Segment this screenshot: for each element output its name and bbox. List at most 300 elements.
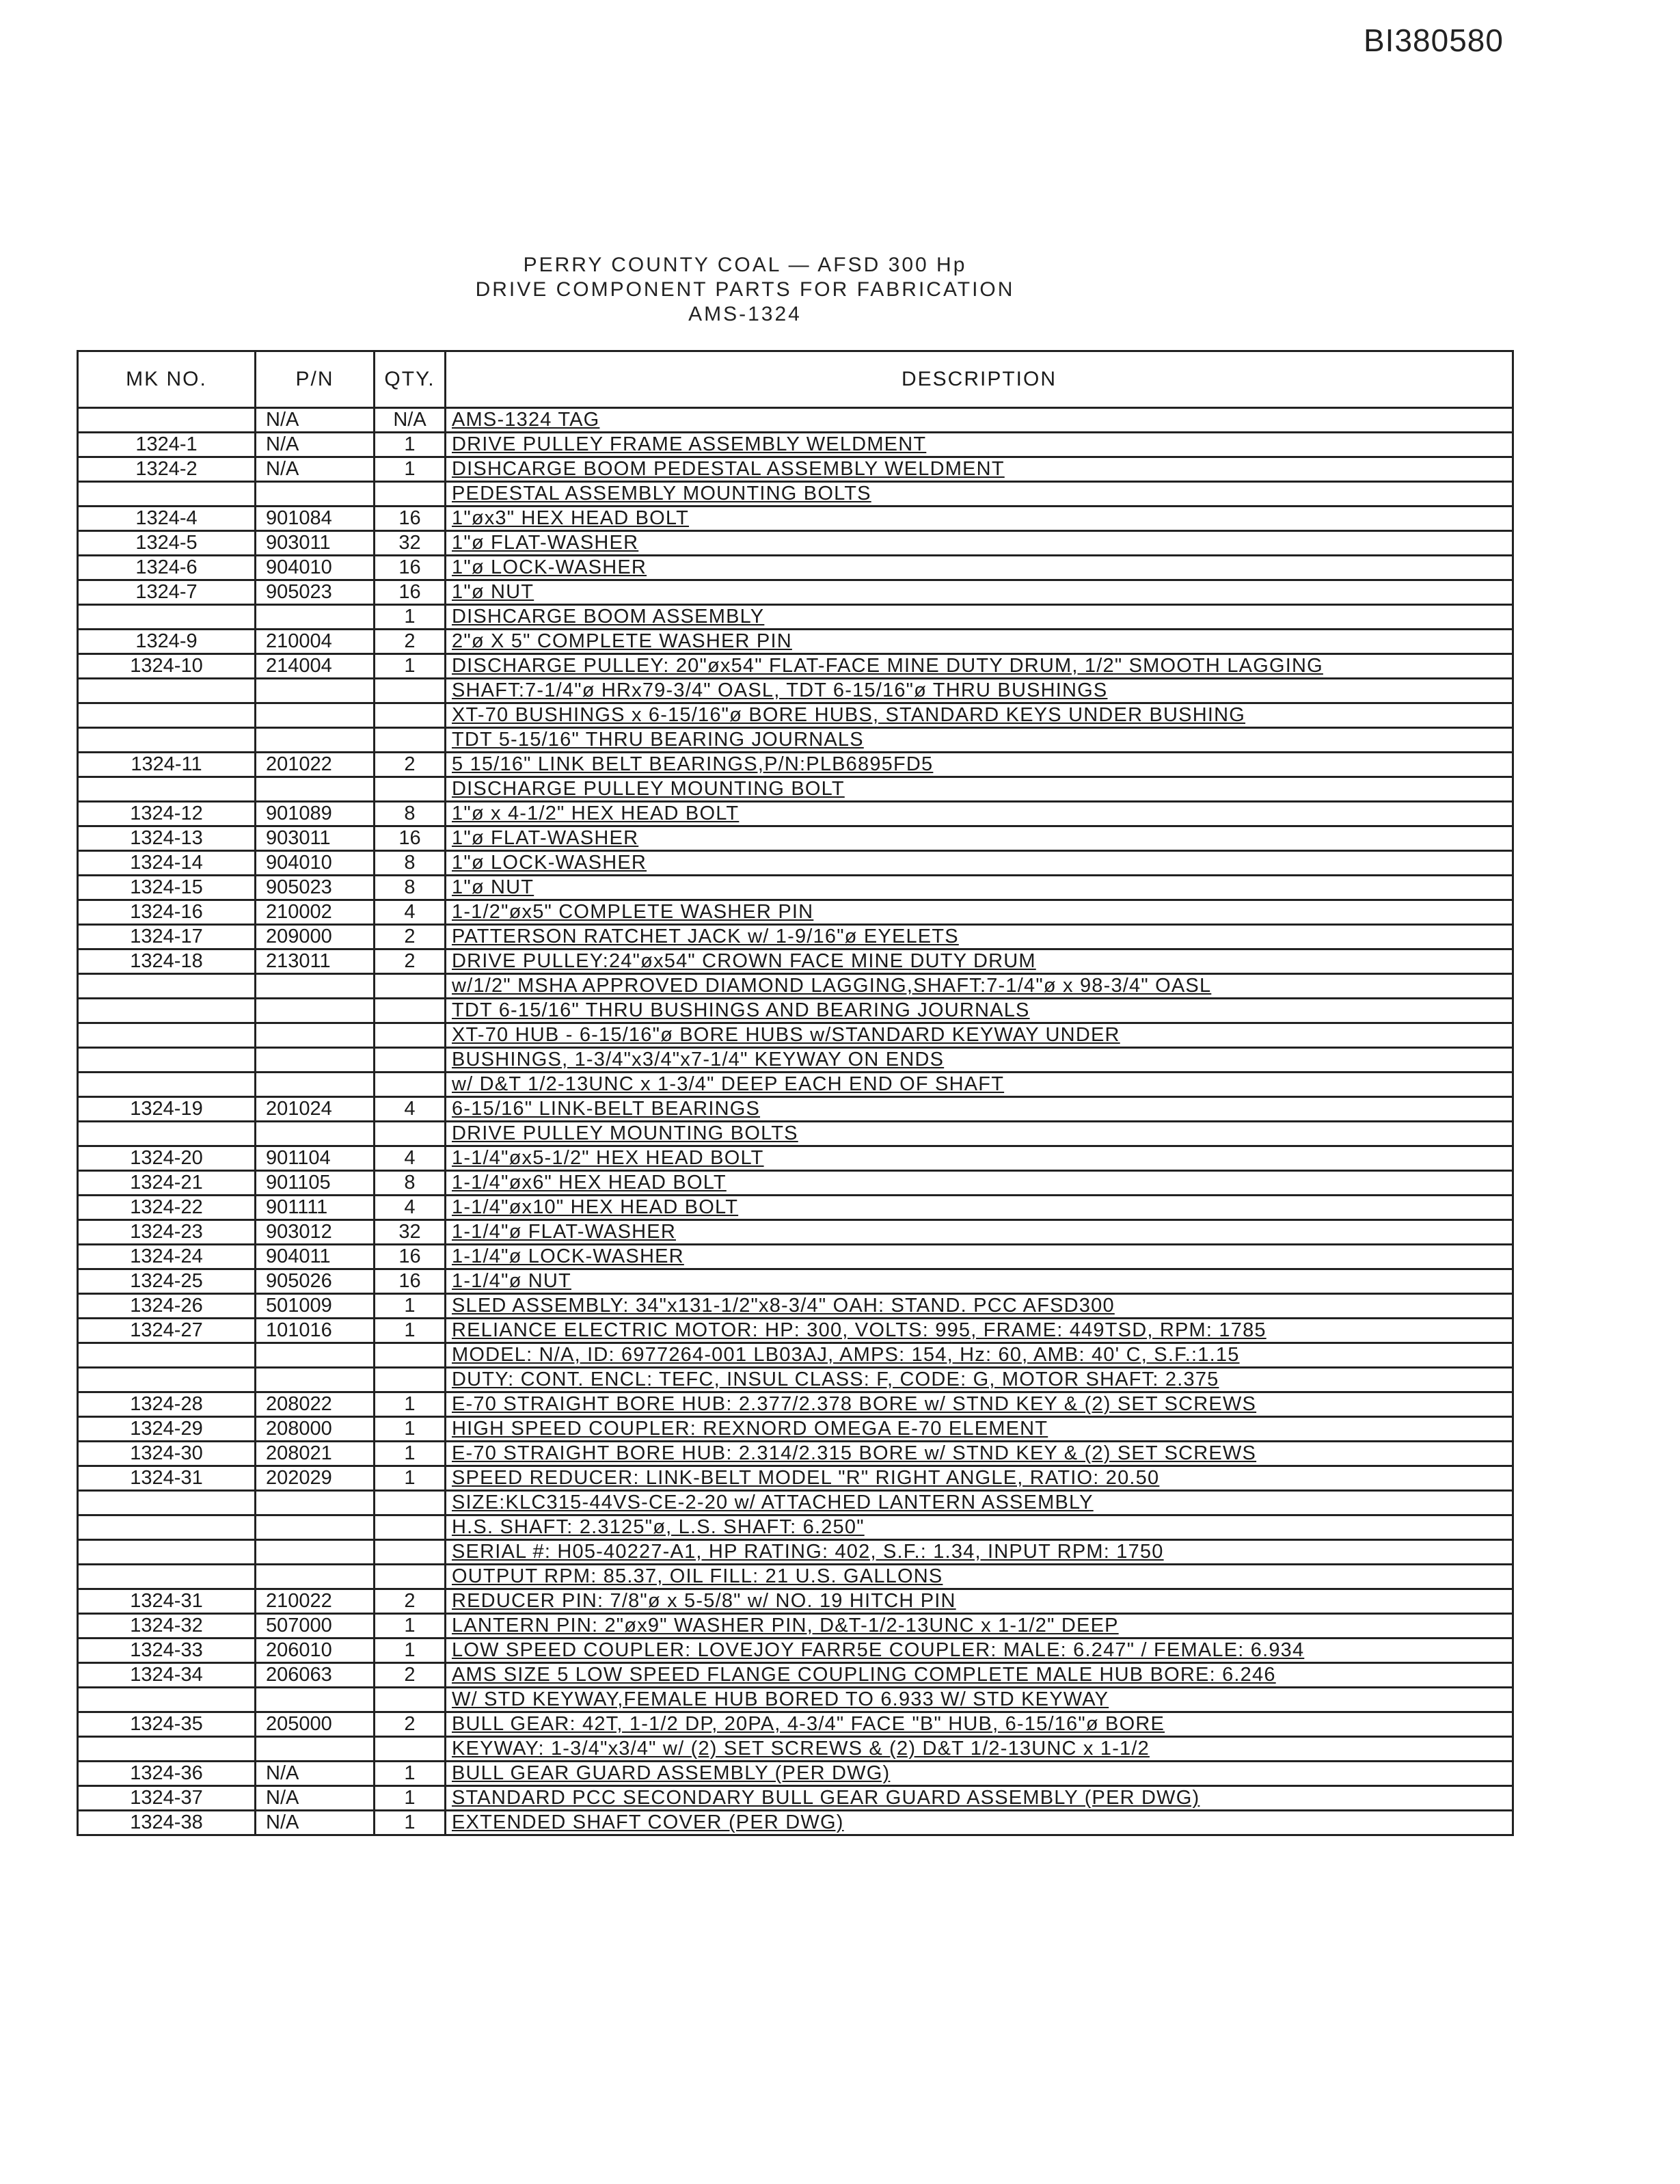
part-number-cell: 904011: [256, 1245, 375, 1269]
part-number-cell: 208000: [256, 1417, 375, 1442]
table-row: [78, 556, 1513, 580]
quantity-cell: 4: [375, 1196, 446, 1220]
table-row: [78, 925, 1513, 949]
mk-number-cell: [78, 1565, 256, 1589]
table-row: [78, 507, 1513, 531]
quantity-cell: 1: [375, 1466, 446, 1491]
quantity-cell: [375, 1540, 446, 1565]
quantity-cell: 16: [375, 556, 446, 580]
quantity-cell: 1: [375, 1811, 446, 1835]
table-row: [78, 753, 1513, 777]
mk-number-cell: 1324-9: [78, 630, 256, 654]
quantity-cell: 8: [375, 802, 446, 826]
table-row: [78, 1294, 1513, 1319]
part-number-cell: 903012: [256, 1220, 375, 1245]
part-number-cell: [256, 1023, 375, 1048]
table-row: [78, 1368, 1513, 1392]
quantity-cell: [375, 703, 446, 728]
mk-number-cell: 1324-15: [78, 876, 256, 900]
parts-table: [77, 350, 1514, 1836]
table-row: [78, 1319, 1513, 1343]
part-number-cell: 201022: [256, 753, 375, 777]
mk-number-cell: 1324-31: [78, 1466, 256, 1491]
part-number-cell: [256, 605, 375, 630]
mk-number-cell: [78, 1343, 256, 1368]
quantity-cell: 1: [375, 1442, 446, 1466]
part-number-cell: 210002: [256, 900, 375, 925]
table-row: [78, 1392, 1513, 1417]
mk-number-cell: [78, 1540, 256, 1565]
quantity-cell: 1: [375, 457, 446, 482]
mk-number-cell: [78, 703, 256, 728]
description-cell: 1"ø LOCK-WASHER: [446, 556, 1513, 580]
quantity-cell: 4: [375, 900, 446, 925]
description-cell: 1"ø NUT: [446, 580, 1513, 605]
quantity-cell: [375, 1737, 446, 1762]
part-number-cell: 208021: [256, 1442, 375, 1466]
part-number-cell: 903011: [256, 531, 375, 556]
mk-number-cell: 1324-4: [78, 507, 256, 531]
table-row: [78, 1639, 1513, 1663]
mk-number-cell: 1324-26: [78, 1294, 256, 1319]
quantity-cell: [375, 1368, 446, 1392]
part-number-cell: [256, 1491, 375, 1515]
quantity-cell: 16: [375, 826, 446, 851]
mk-number-cell: 1324-20: [78, 1146, 256, 1171]
quantity-cell: [375, 1073, 446, 1097]
description-cell: TDT 6-15/16" THRU BUSHINGS AND BEARING JOURNALS: [446, 999, 1513, 1023]
description-cell: 1"øx3" HEX HEAD BOLT: [446, 507, 1513, 531]
description-cell: 5 15/16" LINK BELT BEARINGS,P/N:PLB6895FD5: [446, 753, 1513, 777]
mk-number-cell: 1324-5: [78, 531, 256, 556]
description-cell: 1"ø LOCK-WASHER: [446, 851, 1513, 876]
quantity-cell: 2: [375, 1663, 446, 1688]
table-row: [78, 1073, 1513, 1097]
part-number-cell: [256, 974, 375, 999]
part-number-cell: 904010: [256, 851, 375, 876]
table-row: [78, 1491, 1513, 1515]
quantity-cell: 2: [375, 630, 446, 654]
description-cell: 1-1/2"øx5" COMPLETE WASHER PIN: [446, 900, 1513, 925]
table-row: [78, 1515, 1513, 1540]
table-row: [78, 1762, 1513, 1786]
description-cell: E-70 STRAIGHT BORE HUB: 2.314/2.315 BORE w/ STND KEY & (2) SET SCREWS: [446, 1442, 1513, 1466]
header-description: DESCRIPTION: [446, 351, 1513, 408]
table-row: [78, 1269, 1513, 1294]
description-cell: AMS-1324 TAG: [446, 408, 1513, 433]
title-line-1: PERRY COUNTY COAL — AFSD 300 Hp: [523, 254, 967, 276]
description-cell: DRIVE PULLEY FRAME ASSEMBLY WELDMENT: [446, 433, 1513, 457]
quantity-cell: N/A: [375, 408, 446, 433]
description-cell: w/ D&T 1/2-13UNC x 1-3/4" DEEP EACH END OF SHAFT: [446, 1073, 1513, 1097]
table-row: [78, 1811, 1513, 1835]
mk-number-cell: [78, 999, 256, 1023]
quantity-cell: 1: [375, 433, 446, 457]
parts-table-body: [78, 408, 1513, 1835]
quantity-cell: [375, 1023, 446, 1048]
table-row: [78, 802, 1513, 826]
quantity-cell: 8: [375, 851, 446, 876]
description-cell: 1"ø FLAT-WASHER: [446, 531, 1513, 556]
part-number-cell: N/A: [256, 1762, 375, 1786]
quantity-cell: [375, 974, 446, 999]
description-cell: H.S. SHAFT: 2.3125"ø, L.S. SHAFT: 6.250": [446, 1515, 1513, 1540]
description-cell: DISCHARGE PULLEY: 20"øx54" FLAT-FACE MINE DUTY DRUM, 1/2" SMOOTH LAGGING: [446, 654, 1513, 679]
quantity-cell: 1: [375, 605, 446, 630]
quantity-cell: 16: [375, 580, 446, 605]
description-cell: XT-70 BUSHINGS x 6-15/16"ø BORE HUBS, STANDARD KEYS UNDER BUSHING: [446, 703, 1513, 728]
mk-number-cell: [78, 605, 256, 630]
quantity-cell: [375, 1122, 446, 1146]
quantity-cell: 16: [375, 1245, 446, 1269]
part-number-cell: [256, 1343, 375, 1368]
table-row: [78, 605, 1513, 630]
table-row: [78, 679, 1513, 703]
quantity-cell: [375, 777, 446, 802]
mk-number-cell: 1324-7: [78, 580, 256, 605]
part-number-cell: 213011: [256, 949, 375, 974]
part-number-cell: [256, 999, 375, 1023]
description-cell: 6-15/16" LINK-BELT BEARINGS: [446, 1097, 1513, 1122]
mk-number-cell: 1324-13: [78, 826, 256, 851]
description-cell: AMS SIZE 5 LOW SPEED FLANGE COUPLING COMPLETE MALE HUB BORE: 6.246: [446, 1663, 1513, 1688]
table-row: [78, 851, 1513, 876]
table-row: [78, 1663, 1513, 1688]
table-row: [78, 876, 1513, 900]
description-cell: SERIAL #: H05-40227-A1, HP RATING: 402, S.F.: 1.34, INPUT RPM: 1750: [446, 1540, 1513, 1565]
mk-number-cell: [78, 974, 256, 999]
description-cell: E-70 STRAIGHT BORE HUB: 2.377/2.378 BORE w/ STND KEY & (2) SET SCREWS: [446, 1392, 1513, 1417]
mk-number-cell: 1324-35: [78, 1712, 256, 1737]
description-cell: KEYWAY: 1-3/4"x3/4" w/ (2) SET SCREWS & (2) D&T 1/2-13UNC x 1-1/2: [446, 1737, 1513, 1762]
table-row: [78, 433, 1513, 457]
part-number-cell: 901105: [256, 1171, 375, 1196]
table-row: [78, 1343, 1513, 1368]
part-number-cell: N/A: [256, 1811, 375, 1835]
part-number-cell: 501009: [256, 1294, 375, 1319]
description-cell: 1-1/4"ø NUT: [446, 1269, 1513, 1294]
part-number-cell: [256, 777, 375, 802]
mk-number-cell: 1324-24: [78, 1245, 256, 1269]
quantity-cell: 16: [375, 507, 446, 531]
part-number-cell: 208022: [256, 1392, 375, 1417]
quantity-cell: [375, 1491, 446, 1515]
table-row: [78, 580, 1513, 605]
description-cell: BULL GEAR GUARD ASSEMBLY (PER DWG): [446, 1762, 1513, 1786]
table-row: [78, 777, 1513, 802]
description-cell: BULL GEAR: 42T, 1-1/2 DP, 20PA, 4-3/4" FACE "B" HUB, 6-15/16"ø BORE: [446, 1712, 1513, 1737]
quantity-cell: [375, 999, 446, 1023]
part-number-cell: [256, 679, 375, 703]
part-number-cell: 201024: [256, 1097, 375, 1122]
table-row: [78, 949, 1513, 974]
part-number-cell: 210004: [256, 630, 375, 654]
part-number-cell: N/A: [256, 1786, 375, 1811]
table-row: [78, 1245, 1513, 1269]
table-row: [78, 900, 1513, 925]
mk-number-cell: 1324-23: [78, 1220, 256, 1245]
description-cell: PATTERSON RATCHET JACK w/ 1-9/16"ø EYELETS: [446, 925, 1513, 949]
quantity-cell: 1: [375, 1786, 446, 1811]
description-cell: 1-1/4"øx10" HEX HEAD BOLT: [446, 1196, 1513, 1220]
part-number-cell: 905023: [256, 580, 375, 605]
header-mk-no: MK NO.: [78, 351, 256, 408]
quantity-cell: 32: [375, 531, 446, 556]
mk-number-cell: [78, 1048, 256, 1073]
mk-number-cell: 1324-22: [78, 1196, 256, 1220]
part-number-cell: [256, 728, 375, 753]
mk-number-cell: [78, 1368, 256, 1392]
description-cell: PEDESTAL ASSEMBLY MOUNTING BOLTS: [446, 482, 1513, 507]
mk-number-cell: [78, 1122, 256, 1146]
header-part-number: P/N: [256, 351, 375, 408]
description-cell: XT-70 HUB - 6-15/16"ø BORE HUBS w/STANDARD KEYWAY UNDER: [446, 1023, 1513, 1048]
mk-number-cell: 1324-14: [78, 851, 256, 876]
part-number-cell: [256, 1122, 375, 1146]
mk-number-cell: 1324-31: [78, 1589, 256, 1614]
mk-number-cell: 1324-12: [78, 802, 256, 826]
part-number-cell: 901111: [256, 1196, 375, 1220]
description-cell: SLED ASSEMBLY: 34"x131-1/2"x8-3/4" OAH: STAND. PCC AFSD300: [446, 1294, 1513, 1319]
mk-number-cell: [78, 1073, 256, 1097]
part-number-cell: 205000: [256, 1712, 375, 1737]
table-row: [78, 457, 1513, 482]
table-row: [78, 1171, 1513, 1196]
table-row: [78, 1737, 1513, 1762]
quantity-cell: 1: [375, 1762, 446, 1786]
quantity-cell: 8: [375, 876, 446, 900]
part-number-cell: [256, 1368, 375, 1392]
quantity-cell: 2: [375, 925, 446, 949]
table-row: [78, 531, 1513, 556]
mk-number-cell: [78, 1491, 256, 1515]
description-cell: 1-1/4"ø LOCK-WASHER: [446, 1245, 1513, 1269]
part-number-cell: 206010: [256, 1639, 375, 1663]
part-number-cell: [256, 1515, 375, 1540]
mk-number-cell: 1324-1: [78, 433, 256, 457]
part-number-cell: 901089: [256, 802, 375, 826]
part-number-cell: 903011: [256, 826, 375, 851]
quantity-cell: 1: [375, 654, 446, 679]
mk-number-cell: 1324-36: [78, 1762, 256, 1786]
quantity-cell: 1: [375, 1294, 446, 1319]
title-line-3: AMS-1324: [688, 303, 802, 325]
part-number-cell: 507000: [256, 1614, 375, 1639]
quantity-cell: 1: [375, 1392, 446, 1417]
description-cell: W/ STD KEYWAY,FEMALE HUB BORED TO 6.933 W/ STD KEYWAY: [446, 1688, 1513, 1712]
mk-number-cell: [78, 777, 256, 802]
mk-number-cell: [78, 482, 256, 507]
description-cell: 1"ø FLAT-WASHER: [446, 826, 1513, 851]
quantity-cell: [375, 1688, 446, 1712]
mk-number-cell: 1324-19: [78, 1097, 256, 1122]
quantity-cell: 1: [375, 1639, 446, 1663]
mk-number-cell: 1324-29: [78, 1417, 256, 1442]
table-row: [78, 826, 1513, 851]
part-number-cell: N/A: [256, 433, 375, 457]
description-cell: LOW SPEED COUPLER: LOVEJOY FARR5E COUPLER: MALE: 6.247" / FEMALE: 6.934: [446, 1639, 1513, 1663]
table-row: [78, 1048, 1513, 1073]
mk-number-cell: 1324-32: [78, 1614, 256, 1639]
table-row: [78, 1146, 1513, 1171]
quantity-cell: [375, 728, 446, 753]
header-quantity: QTY.: [375, 351, 446, 408]
quantity-cell: [375, 1565, 446, 1589]
table-row: [78, 1122, 1513, 1146]
mk-number-cell: 1324-30: [78, 1442, 256, 1466]
part-number-cell: 214004: [256, 654, 375, 679]
mk-number-cell: [78, 1737, 256, 1762]
description-cell: 1"ø x 4-1/2" HEX HEAD BOLT: [446, 802, 1513, 826]
description-cell: DISCHARGE PULLEY MOUNTING BOLT: [446, 777, 1513, 802]
quantity-cell: [375, 679, 446, 703]
table-row: [78, 654, 1513, 679]
quantity-cell: 1: [375, 1614, 446, 1639]
part-number-cell: [256, 1737, 375, 1762]
mk-number-cell: 1324-18: [78, 949, 256, 974]
part-number-cell: [256, 1688, 375, 1712]
table-row: [78, 974, 1513, 999]
quantity-cell: [375, 1515, 446, 1540]
description-cell: 1-1/4"ø FLAT-WASHER: [446, 1220, 1513, 1245]
mk-number-cell: 1324-16: [78, 900, 256, 925]
mk-number-cell: 1324-6: [78, 556, 256, 580]
table-row: [78, 1688, 1513, 1712]
mk-number-cell: 1324-11: [78, 753, 256, 777]
table-row: [78, 1614, 1513, 1639]
mk-number-cell: 1324-27: [78, 1319, 256, 1343]
mk-number-cell: [78, 1023, 256, 1048]
quantity-cell: 2: [375, 1712, 446, 1737]
mk-number-cell: 1324-10: [78, 654, 256, 679]
description-cell: DUTY: CONT. ENCL: TEFC, INSUL CLASS: F, CODE: G, MOTOR SHAFT: 2.375: [446, 1368, 1513, 1392]
description-cell: DRIVE PULLEY:24"øx54" CROWN FACE MINE DUTY DRUM: [446, 949, 1513, 974]
description-cell: HIGH SPEED COUPLER: REXNORD OMEGA E-70 ELEMENT: [446, 1417, 1513, 1442]
table-row: [78, 1565, 1513, 1589]
mk-number-cell: [78, 1688, 256, 1712]
mk-number-cell: 1324-33: [78, 1639, 256, 1663]
quantity-cell: 32: [375, 1220, 446, 1245]
mk-number-cell: [78, 1515, 256, 1540]
description-cell: TDT 5-15/16" THRU BEARING JOURNALS: [446, 728, 1513, 753]
table-header-row: [78, 351, 1513, 408]
part-number-cell: 904010: [256, 556, 375, 580]
table-row: [78, 630, 1513, 654]
quantity-cell: [375, 1048, 446, 1073]
quantity-cell: 2: [375, 1589, 446, 1614]
quantity-cell: [375, 482, 446, 507]
description-cell: SPEED REDUCER: LINK-BELT MODEL "R" RIGHT ANGLE, RATIO: 20.50: [446, 1466, 1513, 1491]
mk-number-cell: [78, 728, 256, 753]
table-row: [78, 1097, 1513, 1122]
table-row: [78, 482, 1513, 507]
part-number-cell: [256, 1048, 375, 1073]
mk-number-cell: 1324-21: [78, 1171, 256, 1196]
mk-number-cell: 1324-38: [78, 1811, 256, 1835]
title-block: [451, 253, 1039, 327]
description-cell: OUTPUT RPM: 85.37, OIL FILL: 21 U.S. GALLONS: [446, 1565, 1513, 1589]
mk-number-cell: 1324-37: [78, 1786, 256, 1811]
description-cell: LANTERN PIN: 2"øx9" WASHER PIN, D&T-1/2-13UNC x 1-1/2" DEEP: [446, 1614, 1513, 1639]
table-row: [78, 1466, 1513, 1491]
description-cell: DISHCARGE BOOM PEDESTAL ASSEMBLY WELDMENT: [446, 457, 1513, 482]
description-cell: MODEL: N/A, ID: 6977264-001 LB03AJ, AMPS: 154, Hz: 60, AMB: 40' C, S.F.:1.15: [446, 1343, 1513, 1368]
part-number-cell: 202029: [256, 1466, 375, 1491]
title-line-2: DRIVE COMPONENT PARTS FOR FABRICATION: [475, 278, 1015, 301]
description-cell: SHAFT:7-1/4"ø HRx79-3/4" OASL, TDT 6-15/16"ø THRU BUSHINGS: [446, 679, 1513, 703]
mk-number-cell: 1324-28: [78, 1392, 256, 1417]
table-row: [78, 1417, 1513, 1442]
table-row: [78, 703, 1513, 728]
part-number-cell: 209000: [256, 925, 375, 949]
part-number-cell: 901104: [256, 1146, 375, 1171]
part-number-cell: 905026: [256, 1269, 375, 1294]
table-row: [78, 1589, 1513, 1614]
table-row: [78, 1023, 1513, 1048]
quantity-cell: 8: [375, 1171, 446, 1196]
mk-number-cell: 1324-34: [78, 1663, 256, 1688]
description-cell: 1-1/4"øx5-1/2" HEX HEAD BOLT: [446, 1146, 1513, 1171]
description-cell: 1-1/4"øx6" HEX HEAD BOLT: [446, 1171, 1513, 1196]
description-cell: 2"ø X 5" COMPLETE WASHER PIN: [446, 630, 1513, 654]
table-row: [78, 1196, 1513, 1220]
quantity-cell: 2: [375, 949, 446, 974]
table-row: [78, 1540, 1513, 1565]
mk-number-cell: [78, 408, 256, 433]
quantity-cell: 2: [375, 753, 446, 777]
description-cell: DISHCARGE BOOM ASSEMBLY: [446, 605, 1513, 630]
document-id: BI380580: [1364, 23, 1504, 58]
part-number-cell: [256, 1565, 375, 1589]
description-cell: EXTENDED SHAFT COVER (PER DWG): [446, 1811, 1513, 1835]
part-number-cell: [256, 1540, 375, 1565]
part-number-cell: N/A: [256, 457, 375, 482]
part-number-cell: 905023: [256, 876, 375, 900]
description-cell: SIZE:KLC315-44VS-CE-2-20 w/ ATTACHED LANTERN ASSEMBLY: [446, 1491, 1513, 1515]
mk-number-cell: [78, 679, 256, 703]
description-cell: BUSHINGS, 1-3/4"x3/4"x7-1/4" KEYWAY ON ENDS: [446, 1048, 1513, 1073]
quantity-cell: 4: [375, 1146, 446, 1171]
description-cell: STANDARD PCC SECONDARY BULL GEAR GUARD ASSEMBLY (PER DWG): [446, 1786, 1513, 1811]
description-cell: w/1/2" MSHA APPROVED DIAMOND LAGGING,SHAFT:7-1/4"ø x 98-3/4" OASL: [446, 974, 1513, 999]
description-cell: 1"ø NUT: [446, 876, 1513, 900]
quantity-cell: [375, 1343, 446, 1368]
mk-number-cell: 1324-2: [78, 457, 256, 482]
description-cell: DRIVE PULLEY MOUNTING BOLTS: [446, 1122, 1513, 1146]
part-number-cell: [256, 703, 375, 728]
table-row: [78, 408, 1513, 433]
part-number-cell: 101016: [256, 1319, 375, 1343]
table-row: [78, 728, 1513, 753]
table-row: [78, 1442, 1513, 1466]
part-number-cell: 901084: [256, 507, 375, 531]
part-number-cell: [256, 1073, 375, 1097]
part-number-cell: 210022: [256, 1589, 375, 1614]
table-row: [78, 999, 1513, 1023]
part-number-cell: N/A: [256, 408, 375, 433]
quantity-cell: 16: [375, 1269, 446, 1294]
table-row: [78, 1712, 1513, 1737]
quantity-cell: 4: [375, 1097, 446, 1122]
table-row: [78, 1220, 1513, 1245]
quantity-cell: 1: [375, 1319, 446, 1343]
part-number-cell: [256, 482, 375, 507]
description-cell: RELIANCE ELECTRIC MOTOR: HP: 300, VOLTS: 995, FRAME: 449TSD, RPM: 1785: [446, 1319, 1513, 1343]
quantity-cell: 1: [375, 1417, 446, 1442]
description-cell: REDUCER PIN: 7/8"ø x 5-5/8" w/ NO. 19 HITCH PIN: [446, 1589, 1513, 1614]
mk-number-cell: 1324-17: [78, 925, 256, 949]
table-row: [78, 1786, 1513, 1811]
